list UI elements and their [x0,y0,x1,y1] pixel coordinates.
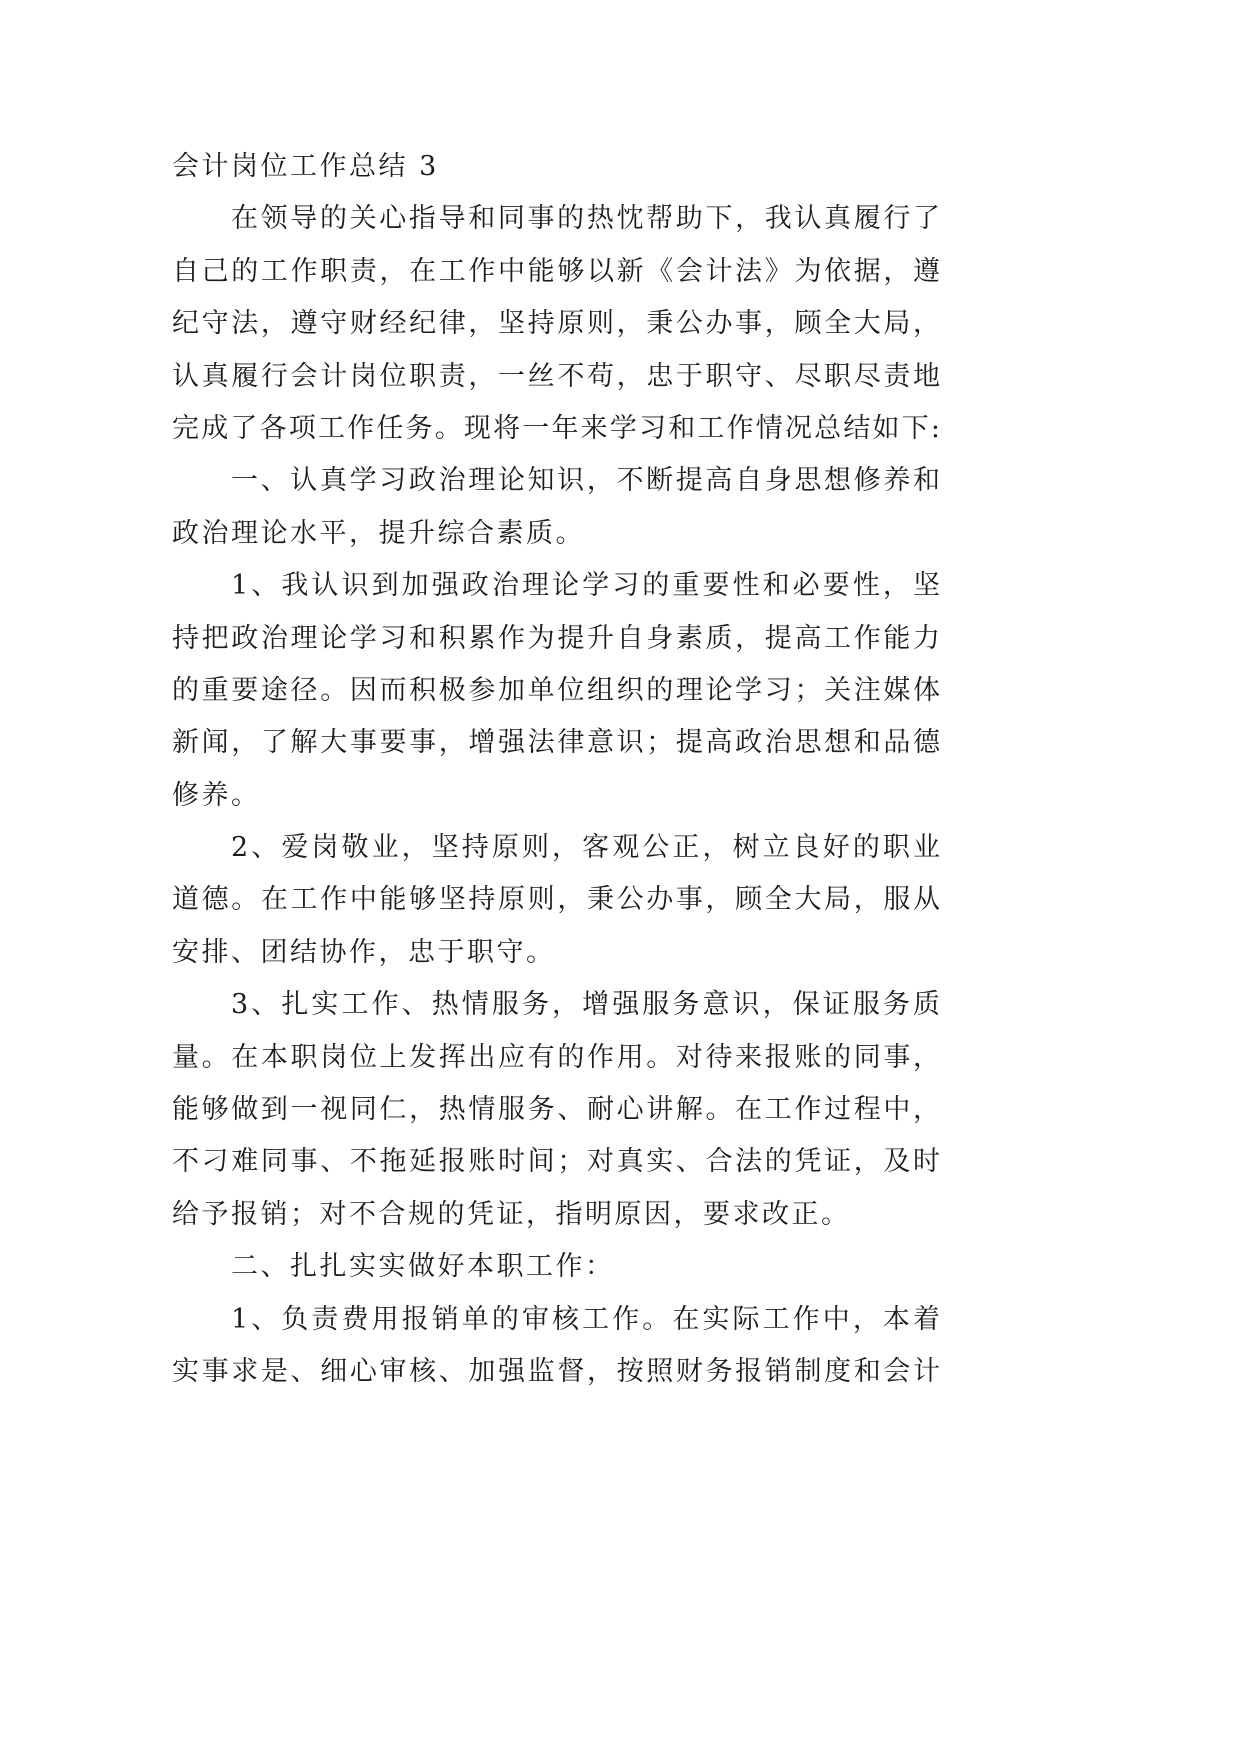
text-line: 新闻，了解大事要事，增强法律意识；提高政治思想和品德 [172,727,940,759]
text-line: 1、负责费用报销单的审核工作。在实际工作中，本着 [231,1303,940,1335]
text-line: 完成了各项工作任务。现将一年来学习和工作情况总结如下: [172,412,940,444]
text-line: 给予报销；对不合规的凭证，指明原因，要求改正。 [172,1198,851,1230]
text-line: 在领导的关心指导和同事的热忱帮助下，我认真履行了 [231,203,940,235]
section-heading-2 [172,1241,1241,1293]
text-line: 实事求是、细心审核、加强监督，按照财务报销制度和会计 [172,1355,940,1387]
paragraph-intro [172,193,1241,455]
text-line: 1、我认识到加强政治理论学习的重要性和必要性，坚 [231,570,940,602]
paragraph-item-3 [172,979,1241,1241]
text-line: 认真履行会计岗位职责，一丝不苟，忠于职守、尽职尽责地 [172,360,940,392]
paragraph-item-2 [172,822,1241,979]
text-line: 纪守法，遵守财经纪律，坚持原则，秉公办事，顾全大局， [172,308,940,340]
text-line: 安排、团结协作，忠于职守。 [172,936,556,968]
text-line: 二、扎扎实实做好本职工作： [231,1251,615,1283]
text-line: 修养。 [172,779,261,811]
text-line: 不刁难同事、不拖延报账时间；对真实、合法的凭证，及时 [172,1146,940,1178]
text-line: 的重要途径。因而积极参加单位组织的理论学习；关注媒体 [172,674,940,706]
text-line: 能够做到一视同仁，热情服务、耐心讲解。在工作过程中， [172,1094,940,1126]
document-title: 会计岗位工作总结 3 [172,151,439,182]
text-line: 自己的工作职责，在工作中能够以新《会计法》为依据，遵 [172,255,940,287]
section-heading-1 [172,455,1241,560]
text-line: 政治理论水平，提升综合素质。 [172,517,585,549]
text-line: 2、爱岗敬业，坚持原则，客观公正，树立良好的职业 [231,832,940,864]
text-line: 3、扎实工作、热情服务，增强服务意识，保证服务质 [231,989,940,1021]
text-line: 一、认真学习政治理论知识，不断提高自身思想修养和 [231,465,940,497]
text-line: 持把政治理论学习和积累作为提升自身素质，提高工作能力 [172,622,940,654]
text-line: 量。在本职岗位上发挥出应有的作用。对待来报账的同事， [172,1041,940,1073]
text-line: 道德。在工作中能够坚持原则，秉公办事，顾全大局，服从 [172,884,940,916]
paragraph-item-1 [172,560,1241,822]
paragraph-duty-1 [172,1294,1241,1399]
